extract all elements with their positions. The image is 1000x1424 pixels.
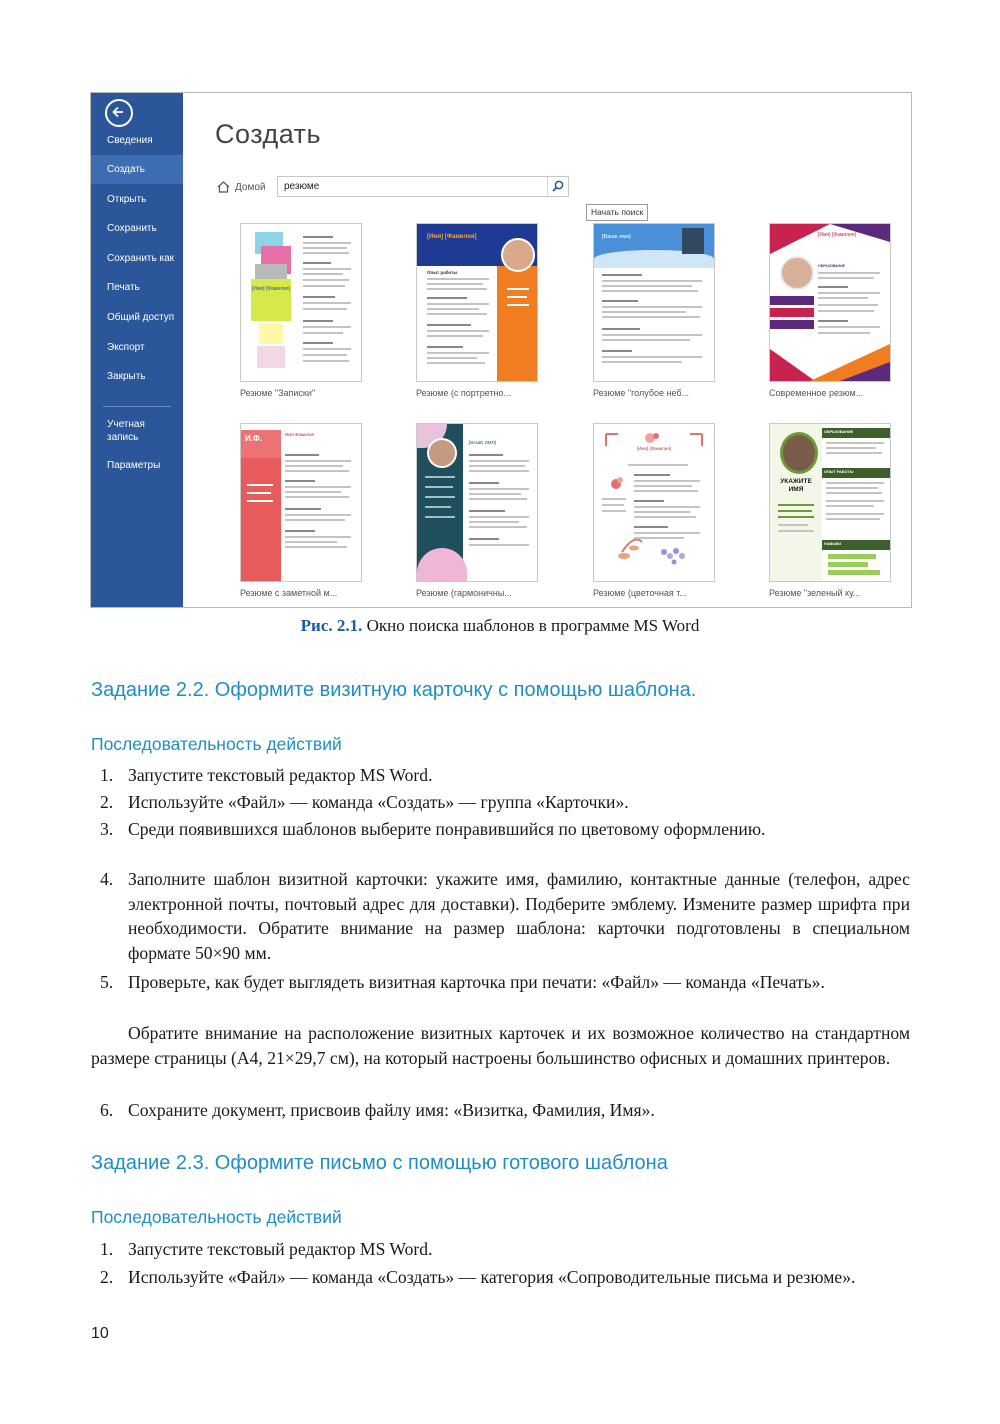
template-card-accent[interactable] [240,423,362,582]
home-icon[interactable] [217,181,230,193]
sidebar-item-options[interactable]: Параметры [107,460,161,471]
list-item [91,1237,910,1262]
back-arrow-icon[interactable] [105,99,133,127]
page-number: 10 [91,1325,109,1342]
task-2-3-subheading: Последовательность действий [91,1207,342,1227]
sidebar-item-export[interactable]: Экспорт [107,342,145,353]
sidebar-item-share[interactable]: Общий доступ [107,312,175,323]
list-text: Среди появившихся шаблонов выберите понравившийся по цветовому оформлению. [128,819,766,839]
template-name-text: Имя Фамилия [285,432,315,437]
sidebar-item-print[interactable]: Печать [107,282,140,293]
template-card-modern[interactable] [769,223,891,382]
sidebar-item-open[interactable]: Открыть [107,194,147,205]
template-section-text: Опыт работы [427,270,458,275]
breadcrumb-home[interactable]: Домой [235,182,266,193]
template-section-text: ОПЫТ РАБОТЫ [824,470,854,474]
sidebar-item-info[interactable]: Сведения [107,135,153,146]
template-caption: Резюме (гармоничны... [416,588,512,598]
search-input[interactable] [278,177,560,196]
search-tooltip: Начать поиск [586,204,648,221]
template-name-text: [Имя] [Фамилия] [252,286,290,292]
list-text: Заполните шаблон визитной карточки: укажите имя, фамилию, контактные данные (телефон, адрес электронной почты, почтовый адрес для доставки). Подберите эмблему. Измените размер шрифта при необходимости. Обратите внимание на размер шаблона: карточки подготовлены в специальном формате 50×90 мм. [128,869,910,963]
list-number: 1. [100,765,114,785]
template-caption: Резюме с заметной м... [240,588,338,598]
template-card-portrait[interactable] [416,223,538,382]
sidebar-item-save-as[interactable]: Сохранить как [107,253,175,264]
template-caption: Резюме (с портретно... [416,388,512,398]
template-caption: Резюме "голубое неб... [593,388,690,398]
list-item [91,867,910,965]
template-name-text: [Имя] [Фамилия] [818,232,856,238]
template-card-harmony[interactable] [416,423,538,582]
sidebar-item-new[interactable]: Создать [91,155,183,184]
sidebar-divider [103,406,171,407]
template-search [277,176,569,197]
template-card-blue-sky[interactable] [593,223,715,382]
template-caption: Резюме (цветочная т... [593,588,687,598]
search-icon [552,180,564,192]
template-initials-text: И.Ф. [245,434,263,443]
list-item [91,817,910,842]
list-number: 1. [100,1239,114,1259]
list-number: 2. [100,1267,114,1287]
list-number: 2. [100,792,114,812]
list-item [91,1265,910,1290]
template-card-floral[interactable] [593,423,715,582]
list-number: 3. [100,819,114,839]
note-paragraph: Обратите внимание на расположение визитных карточек и их возможное количество на стандартном размере страницы (А4, 21×29,7 см), на который настроены большинство офисных и домашних принтеров. [91,1023,910,1068]
template-caption: Резюме "Записки" [240,388,316,398]
template-name-text: [Ваше имя] [602,234,631,240]
list-text: Запустите текстовый редактор MS Word. [128,1239,433,1259]
template-section-text: ОБРАЗОВАНИЕ [818,264,845,268]
template-section-text: НАВЫКИ [824,542,841,546]
template-name-text: [Имя] [Фамилия] [427,234,477,240]
list-number: 5. [100,972,114,992]
list-text: Сохраните документ, присвоив файлу имя: «Визитка, Фамилия, Имя». [128,1100,655,1120]
list-item [91,970,910,995]
template-name-text: [ВАШЕ ИМЯ] [469,440,496,445]
template-caption: Современное резюм... [769,388,864,398]
figure-text: Окно поиска шаблонов в программе MS Word [362,616,700,635]
list-text: Запустите текстовый редактор MS Word. [128,765,433,785]
figure-label: Рис. 2.1. [300,616,363,635]
list-text: Используйте «Файл» — команда «Создать» — категория «Сопроводительные письма и резюме». [128,1267,856,1287]
page-title: Создать [215,119,322,149]
template-name-text: [Имя] [Фамилия] [636,446,672,451]
template-name-text: УКАЖИТЕ ИМЯ [780,478,812,493]
list-text: Используйте «Файл» — команда «Создать» — группа «Карточки». [128,792,629,812]
list-item [91,1098,910,1123]
template-card-green[interactable] [769,423,891,582]
sidebar-item-account[interactable]: Учетная запись [107,419,145,443]
list-number: 4. [100,869,114,889]
template-card-notes[interactable] [240,223,362,382]
figure-caption [0,616,1000,636]
template-section-text: ОБРАЗОВАНИЕ [824,430,854,434]
sidebar-item-save[interactable]: Сохранить [107,223,157,234]
list-number: 6. [100,1100,114,1120]
template-caption: Резюме "зеленый ку... [769,588,861,598]
sidebar-item-close[interactable]: Закрыть [107,371,146,382]
task-2-3-heading: Задание 2.3. Оформите письмо с помощью готового шаблона [91,1152,668,1174]
backstage-main [183,93,911,607]
backstage-sidebar [91,93,183,607]
task-2-2-subheading: Последовательность действий [91,734,342,754]
list-text: Проверьте, как будет выглядеть визитная карточка при печати: «Файл» — команда «Печать». [128,972,825,992]
list-item [91,763,910,788]
word-screenshot [90,92,912,608]
list-item [91,790,910,815]
search-button[interactable] [547,177,568,196]
task-2-2-heading: Задание 2.2. Оформите визитную карточку с помощью шаблона. [91,679,697,701]
